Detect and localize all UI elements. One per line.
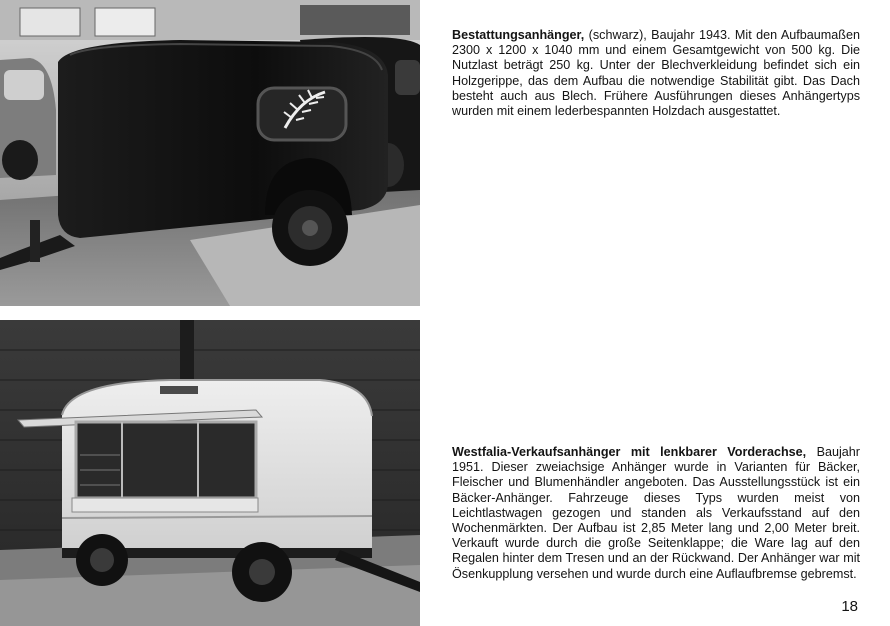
- caption-title: Bestattungsanhänger,: [452, 28, 585, 42]
- funeral-trailer-caption: [452, 28, 860, 119]
- sales-trailer-photo: [0, 320, 420, 626]
- sales-trailer-illustration: [0, 320, 420, 626]
- caption-title: Westfalia-Verkaufsanhänger mit lenkbarer Vorderachse,: [452, 445, 807, 459]
- page-number: 18: [841, 598, 858, 615]
- caption-body: (schwarz), Baujahr 1943. Mit den Aufbaumaßen 2300 x 1200 x 1040 mm und einem Gesamtgewicht von 500 kg. Die Nutzlast beträgt 250 kg. Unter der Blechverkleidung befindet sich ein Holzgerippe, das dem Aufbau die notwendige Stabilität gibt. Das Dach besteht auch aus Blech. Frühere Ausführungen dieses Anhängertyps wurden mit einem lederbespannten Holzdach ausgestattet.: [452, 28, 860, 119]
- funeral-trailer-photo: [0, 0, 420, 306]
- sales-trailer-caption: [452, 445, 860, 582]
- funeral-trailer-illustration: [0, 0, 420, 306]
- caption-body: Baujahr 1951. Dieser zweiachsige Anhänger wurde in Varianten für Bäcker, Fleischer und Blumenhändler angeboten. Das Ausstellungsstück ist ein Bäcker-Anhänger. Fahrzeuge dieses Typs wurden meist von Leichtlastwagen gezogen und standen als Verkaufsstand auf den Wochenmärkten. Der Aufbau ist 2,85 Meter lang und 2,00 Meter breit. Verkauft wurde durch die große Seitenklappe; die Ware lag auf den Regalen hinter dem Tresen und an der Rückwand. Der Anhänger war mit Ösenkupplung versehen und wurde durch eine Auflaufbremse gebremst.: [452, 445, 860, 581]
